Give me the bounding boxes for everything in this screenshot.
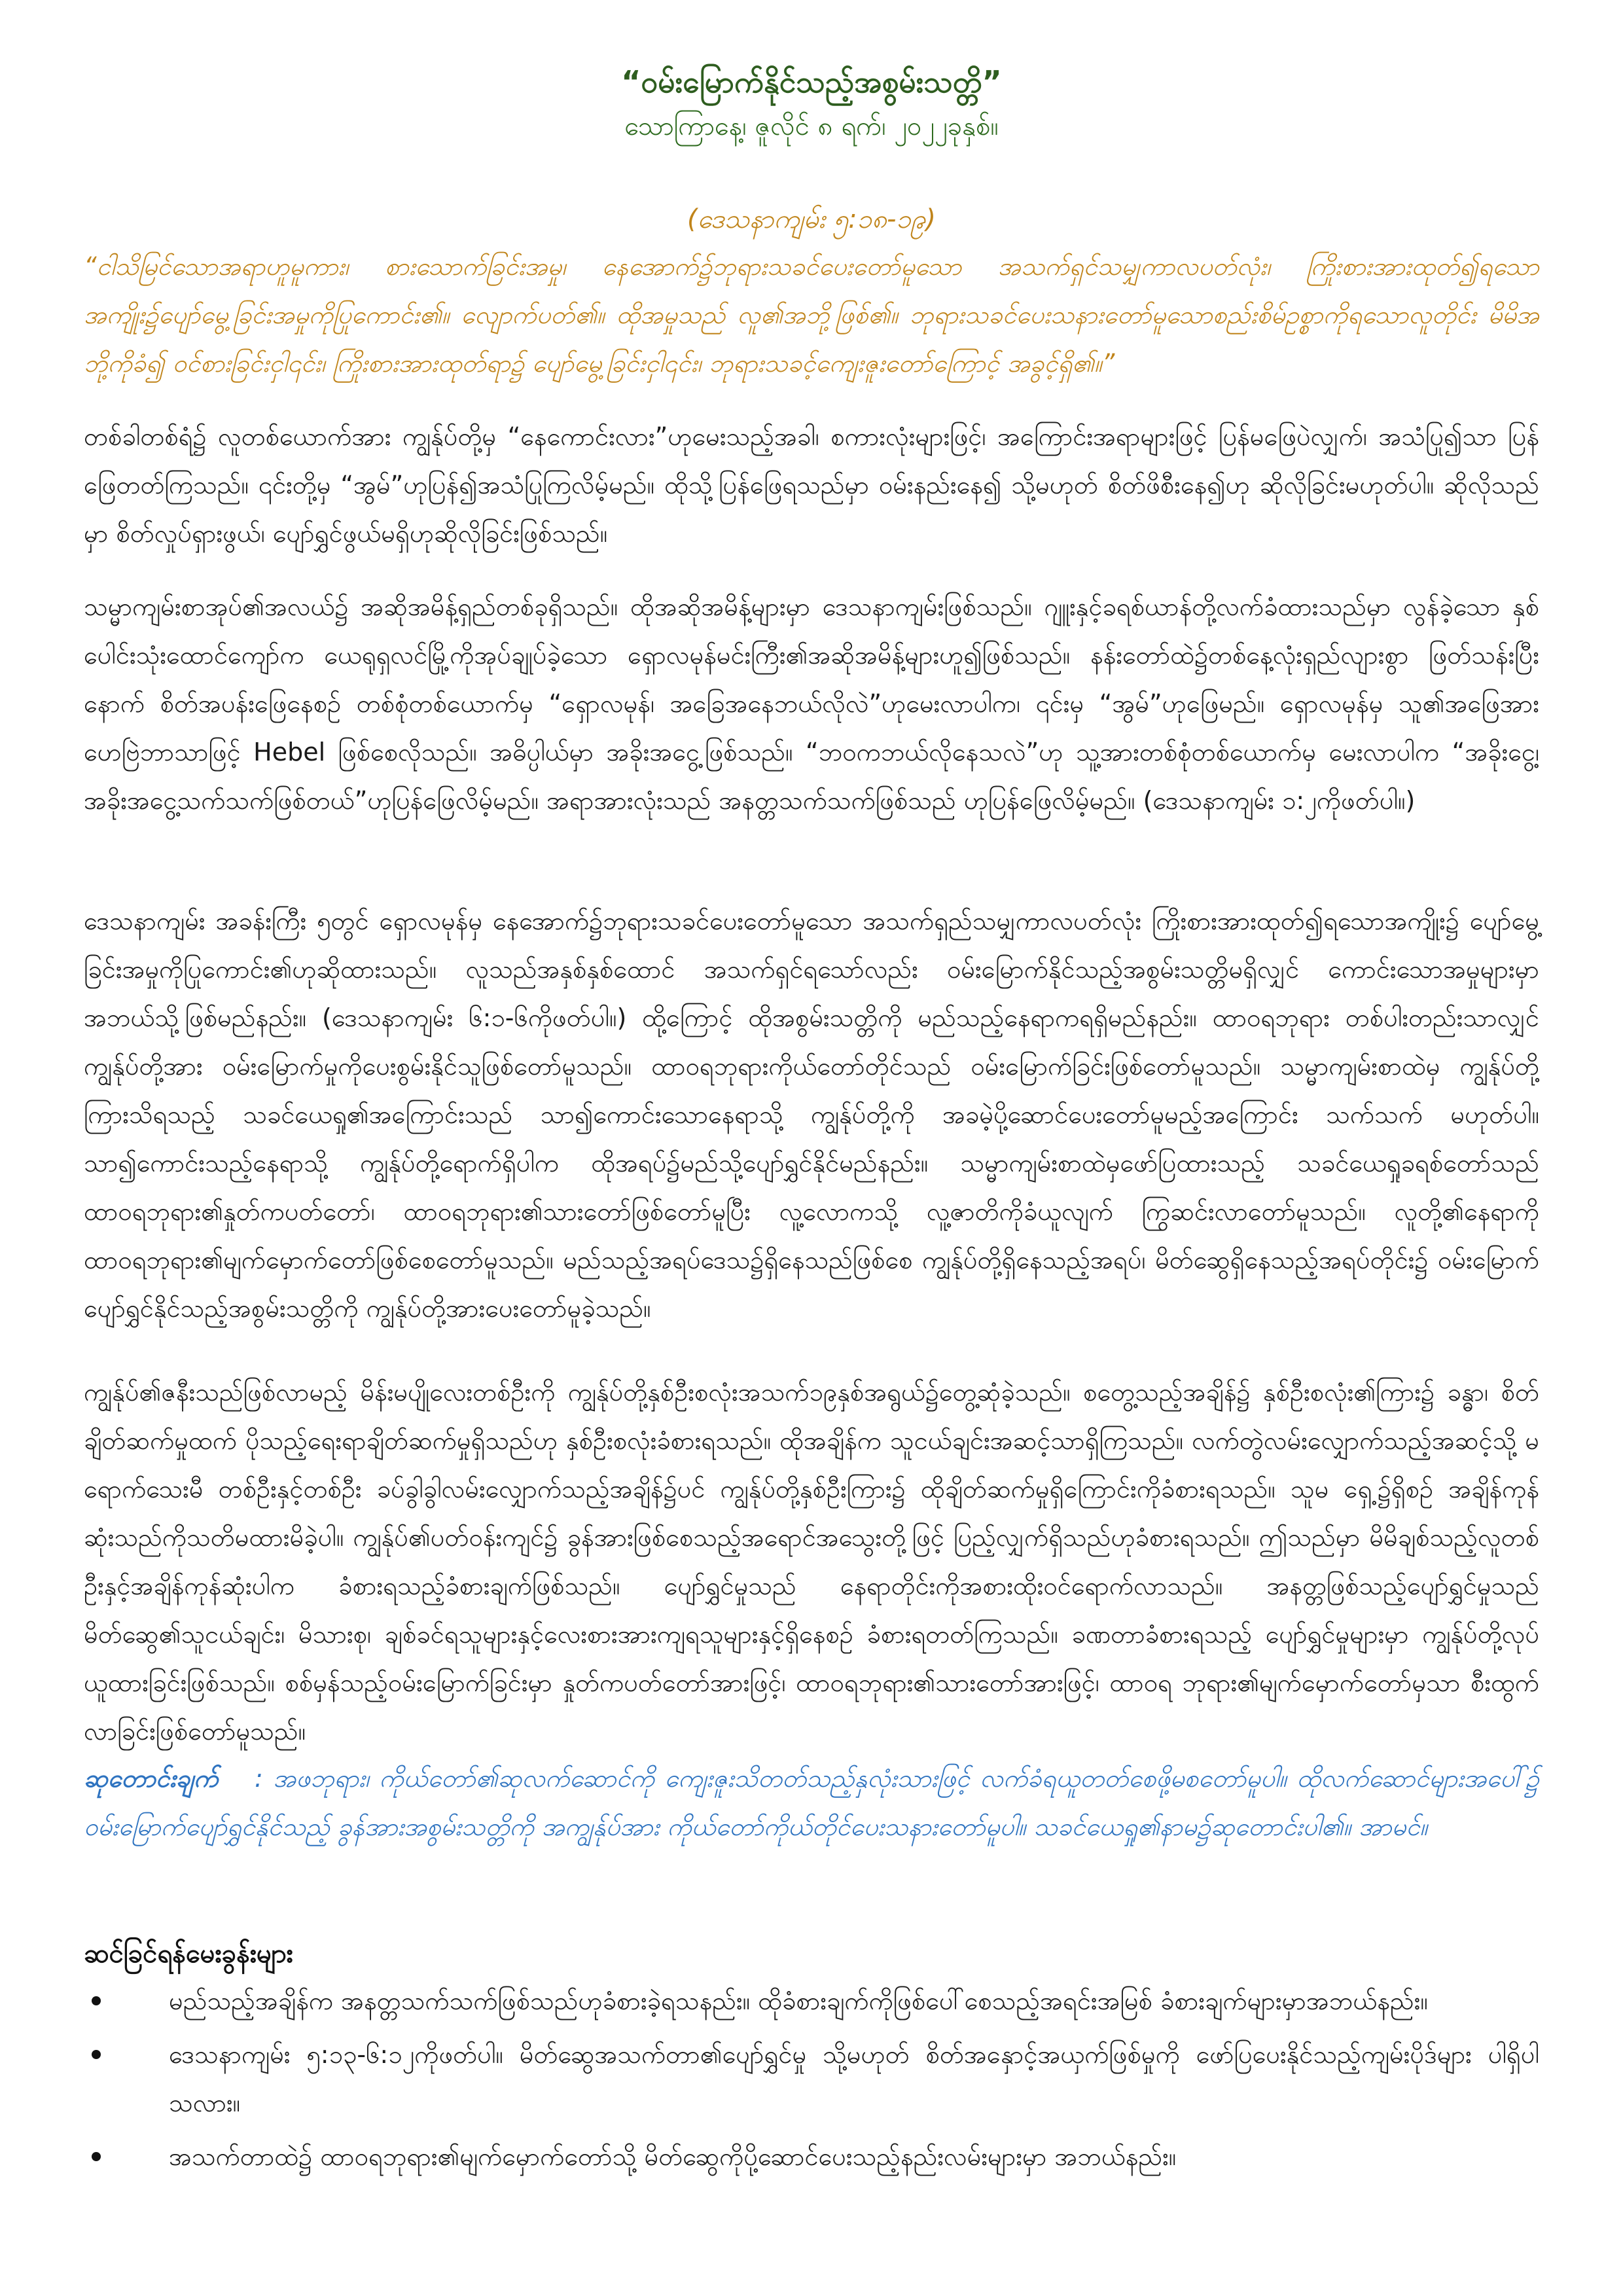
paragraph-1: တစ်ခါတစ်ရံ၌ လူတစ်ယောက်အား ကျွန်ုပ်တို့မှ “နေကောင်းလား”ဟုမေးသည့်အခါ၊ စကားလုံးများဖြင့်၊ အကြောင်းအရာများဖြင့် ပြန်မဖြေပဲလျှက်၊ အသံပြု၍သာ ပြန်ဖြေတတ်ကြသည်။ ၎င်းတို့မှ “အွမ်”ဟုပြန်၍အသံပြုကြလိမ့်မည်။ ထိုသို့ပြန်ဖြေရသည်မှာ ဝမ်းနည်းနေ၍ သို့မဟုတ် စိတ်ဖိစီးနေ၍ဟု ဆိုလိုခြင်းမဟုတ်ပါ။ ဆိုလိုသည်မှာ စိတ်လှုပ်ရှားဖွယ်၊ ပျော်ရွှင်ဖွယ်မရှိဟုဆိုလိုခြင်းဖြစ်သည်။: [84, 422, 1539, 548]
questions-list: [84, 1977, 1539, 2186]
question-text: ဒေသနာကျမ်း ၅:၁၃-၆:၁၂ကိုဖတ်ပါ။ မိတ်ဆွေအသက်တာ၏ပျော်ရွှင်မှု သို့မဟုတ် စိတ်အနှောင့်အယှက်ဖြစ်မှုကို ဖော်ပြပေးနိုင်သည့်ကျမ်းပိုဒ်များ ပါရှိပါသလား။: [169, 2040, 1539, 2117]
paragraph-3: ဒေသနာကျမ်း အခန်းကြီး ၅တွင် ရှောလမုန်မှ နေအောက်၌ဘုရားသခင်ပေးတော်မူသော အသက်ရှည်သမျှကာလပတ်လုံး ကြိုးစားအားထုတ်၍ရသောအကျိုး၌ ပျော်မွေ့ခြင်းအမှုကိုပြုကောင်း၏ဟုဆိုထားသည်။ လူသည်အနှစ်နှစ်ထောင် အသက်ရှင်ရသော်လည်း ဝမ်းမြောက်နိုင်သည့်အစွမ်းသတ္တိမရှိလျှင် ကောင်းသောအမှုများမှာ အဘယ်သို့ဖြစ်မည်နည်း။ (ဒေသနာကျမ်း ၆:၁-၆ကိုဖတ်ပါ။) ထို့ကြောင့် ထိုအစွမ်းသတ္တိကို မည်သည့်နေရာကရရှိမည်နည်း။ ထာဝရဘုရား တစ်ပါးတည်းသာလျှင် ကျွန်ုပ်တို့အား ဝမ်းမြောက်မှုကိုပေးစွမ်းနိုင်သူဖြစ်တော်မူသည်။ ထာဝရဘုရားကိုယ်တော်တိုင်သည် ဝမ်းမြောက်ခြင်းဖြစ်တော်မူသည်။ သမ္မာကျမ်းစာထဲမှ ကျွန်ုပ်တို့ကြားသိရသည့် သခင်ယေရှု၏အကြောင်းသည် သာ၍ကောင်းသောနေရာသို့ ကျွန်ုပ်တို့ကို အခမဲ့ပို့ဆောင်ပေးတော်မူမည့်အကြောင်း သက်သက် မဟုတ်ပါ။ သာ၍ကောင်းသည့်နေရာသို့ ကျွန်ုပ်တို့ရောက်ရှိပါက ထိုအရပ်၌မည်သို့ပျော်ရွှင်နိုင်မည်နည်း။ သမ္မာကျမ်းစာထဲမှဖော်ပြထားသည့် သခင်ယေရှုခရစ်တော်သည် ထာဝရဘုရား၏နှုတ်ကပတ်တော်၊ ထာဝရဘုရား၏သားတော်ဖြစ်တော်မူပြီး လူ့လောကသို့ လူ့ဇာတိကိုခံယူလျက် ကြွဆင်းလာတော်မူသည်။ လူတို့၏နေရာကို ထာဝရဘုရား၏မျက်မှောက်တော်ဖြစ်စေတော်မူသည်။ မည်သည့်အရပ်ဒေသ၌ရှိနေသည်ဖြစ်စေ ကျွန်ုပ်တို့ရှိနေသည့်အရပ်၊ မိတ်ဆွေရှိနေသည့်အရပ်တိုင်း၌ ဝမ်းမြောက်ပျော်ရွှင်နိုင်သည့်အစွမ်းသတ္တိကို ကျွန်ုပ်တို့အားပေးတော်မူခဲ့သည်။: [84, 906, 1539, 1323]
list-item: [84, 2030, 1539, 2127]
paragraph-2: သမ္မာကျမ်းစာအုပ်၏အလယ်၌ အဆိုအမိန့်ရှည်တစ်ခုရှိသည်။ ထိုအဆိုအမိန့်များမှာ ဒေသနာကျမ်းဖြစ်သည်။ ဂျူးနှင့်ခရစ်ယာန်တို့လက်ခံထားသည်မှာ လွန်ခဲ့သော နှစ်ပေါင်းသုံးထောင်ကျော်က ယေရုရှလင်မြို့ကိုအုပ်ချုပ်ခဲ့သော ရှောလမုန်မင်းကြီး၏အဆိုအမိန့်များဟူ၍ဖြစ်သည်။ နန်းတော်ထဲ၌တစ်နေ့လုံးရှည်လျားစွာ ဖြတ်သန်းပြီးနောက် စိတ်အပန်းဖြေနေစဉ် တစ်စုံတစ်ယောက်မှ “ရှောလမုန်၊ အခြေအနေဘယ်လိုလဲ”ဟုမေးလာပါက၊ ၎င်းမှ “အွမ်”ဟုဖြေမည်။ ရှောလမုန်မှ သူ၏အဖြေအား ဟေဗြဲဘာသာဖြင့် Hebel ဖြစ်စေလိုသည်။ အဓိပ္ပါယ်မှာ အခိုးအငွေ့ဖြစ်သည်။ “ဘဝကဘယ်လိုနေသလဲ”ဟု သူ့အားတစ်စုံတစ်ယောက်မှ မေးလာပါက “အခိုးငွေ့၊ အခိုးအငွေ့သက်သက်ဖြစ်တယ်”ဟုပြန်ဖြေလိမ့်မည်။ အရာအားလုံးသည် အနတ္တသက်သက်ဖြစ်သည် ဟုပြန်ဖြေလိမ့်မည်။ (ဒေသနာကျမ်း ၁:၂ကိုဖတ်ပါ။): [84, 592, 1539, 815]
question-text: မည်သည့်အချိန်က အနတ္တသက်သက်ဖြစ်သည်ဟုခံစားခဲ့ရသနည်း။ ထိုခံစားချက်ကိုဖြစ်ပေါ်စေသည့်အရင်းအမြစ် ခံစားချက်များမှာအဘယ်နည်း။: [169, 1986, 1428, 2015]
header: [0, 39, 1623, 148]
verse-reference: (ဒေသနာကျမ်း ၅:၁၈-၁၉): [687, 204, 936, 234]
question-text: အသက်တာထဲ၌ ထာဝရဘုရား၏မျက်မှောက်တော်သို့ မိတ်ဆွေကိုပို့ဆောင်ပေးသည့်နည်းလမ်းများမှာ အဘယ်နည်း။: [169, 2142, 1177, 2171]
list-item: [84, 1977, 1539, 2025]
list-item: [84, 2132, 1539, 2181]
page-title: “ဝမ်းမြောက်နိုင်သည့်အစွမ်းသတ္တိ”: [621, 64, 1002, 99]
bullet-icon: [92, 2050, 101, 2059]
verse-text: “ငါသိမြင်သောအရာဟူမူကား၊ စားသောက်ခြင်းအမှု၊ နေအောက်၌ဘုရားသခင်ပေးတော်မူသော အသက်ရှင်သမျှကာလပတ်လုံး၊ ကြိုးစားအားထုတ်၍ရသော အကျိုး၌ပျော်မွေ့ခြင်းအမှုကိုပြုကောင်း၏။ လျောက်ပတ်၏။ ထိုအမှုသည် လူ၏အဘို့ဖြစ်၏။ ဘုရားသခင်ပေးသနားတော်မူသောစည်းစိမ်ဥစ္စာကိုရသောလူတိုင်း မိမိအဘို့ကိုခံ၍ ဝင်စားခြင်းငှါ၎င်း၊ ကြိုးစားအားထုတ်ရာ၌ ပျော်မွေ့ခြင်းငှါ၎င်း၊ ဘုရားသခင့်ကျေးဇူးတော်ကြောင့် အခွင့်ရှိ၏။”: [84, 252, 1539, 378]
dateline: သောကြာနေ့၊ ဇူလိုင် ၈ ရက်၊ ၂၀၂၂ခုနှစ်။: [624, 111, 999, 141]
bullet-icon: [92, 2152, 101, 2161]
bullet-icon: [92, 1996, 101, 2005]
prayer-label: ဆုတောင်းချက်: [84, 1764, 219, 1793]
prayer-block: [84, 1754, 1539, 1851]
paragraph-4: ကျွန်ုပ်၏ဇနီးသည်ဖြစ်လာမည့် မိန်းမပျိုလေးတစ်ဦးကို ကျွန်ုပ်တို့နှစ်ဦးစလုံးအသက်၁၉နှစ်အရွယ်၌တွေ့ဆုံခဲ့သည်။ စတွေ့သည့်အချိန်၌ နှစ်ဦးစလုံး၏ကြား၌ ခန္ဓာ၊ စိတ်ချိတ်ဆက်မှုထက် ပိုသည့်ရေးရာချိတ်ဆက်မှုရှိသည်ဟု နှစ်ဦးစလုံးခံစားရသည်။ ထိုအချိန်က သူငယ်ချင်းအဆင့်သာရှိကြသည်။ လက်တွဲလမ်းလျှောက်သည့်အဆင့်သို့ မရောက်သေးမီ တစ်ဦးနှင့်တစ်ဦး ခပ်ခွါခွါလမ်းလျှောက်သည့်အချိန်၌ပင် ကျွန်ုပ်တို့နှစ်ဦးကြား၌ ထိုချိတ်ဆက်မှုရှိကြောင်းကိုခံစားရသည်။ သူမ ရှေ့၌ရှိစဉ် အချိန်ကုန်ဆုံးသည်ကိုသတိမထားမိခဲ့ပါ။ ကျွန်ုပ်၏ပတ်ဝန်းကျင်၌ ခွန်အားဖြစ်စေသည့်အရောင်အသွေးတို့ဖြင့် ပြည့်လျှက်ရှိသည်ဟုခံစားရသည်။ ဤသည်မှာ မိမိချစ်သည့်လူတစ်ဦးနှင့်အချိန်ကုန်ဆုံးပါက ခံစားရသည့်ခံစားချက်ဖြစ်သည်။ ပျော်ရွှင်မှုသည် နေရာတိုင်းကိုအစားထိုးဝင်ရောက်လာသည်။ အနတ္တဖြစ်သည့်ပျော်ရွှင်မှုသည် မိတ်ဆွေ၏သူငယ်ချင်း၊ မိသားစု၊ ချစ်ခင်ရသူများနှင့်လေးစားအားကျရသူများနှင့်ရှိနေစဉ် ခံစားရတတ်ကြသည်။ ခဏတာခံစားရသည့် ပျော်ရွှင်မှုများမှာ ကျွန်ုပ်တို့လုပ်ယူထားခြင်းဖြစ်သည်။ စစ်မှန်သည့်ဝမ်းမြောက်ခြင်းမှာ နှုတ်ကပတ်တော်အားဖြင့်၊ ထာဝရဘုရား၏သားတော်အားဖြင့်၊ ထာဝရ ဘုရား၏မျက်မှောက်တော်မှသာ စီးထွက်လာခြင်းဖြစ်တော်မူသည်။: [84, 1378, 1539, 1746]
questions-heading: ဆင်ခြင်ရန်မေးခွန်းများ: [84, 1939, 293, 1969]
prayer-text: : အဖဘုရား၊ ကိုယ်တော်၏ဆုလက်ဆောင်ကို ကျေးဇူးသိတတ်သည့်နှလုံးသားဖြင့် လက်ခံရယူတတ်စေဖို့မစတော်မူပါ။ ထိုလက်ဆောင်များအပေါ်၌ ဝမ်းမြောက်ပျော်ရွှင်နိုင်သည့် ခွန်အားအစွမ်းသတ္တိကို အကျွန်ုပ်အား ကိုယ်တော်ကိုယ်တိုင်ပေးသနားတော်မူပါ။ သခင်ယေရှု၏နာမ၌ဆုတောင်းပါ၏။ အာမင်။: [84, 1764, 1539, 1841]
